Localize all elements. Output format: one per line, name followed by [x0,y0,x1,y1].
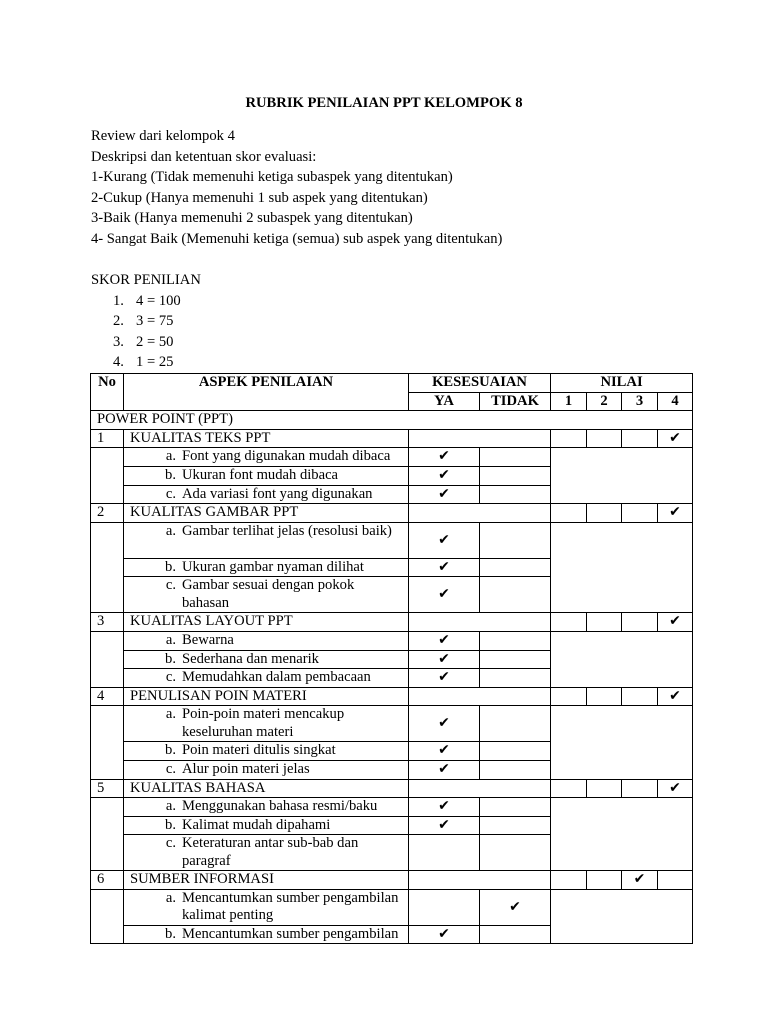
sub-letter: a. [165,631,176,648]
sub-aspect-content [130,890,402,925]
header-nilai: NILAI [551,374,693,393]
nilai-3-cell [622,504,658,523]
ya-cell [409,835,480,871]
check-icon: ✔ [438,531,450,548]
check-icon: ✔ [438,742,450,759]
aspect-row [91,613,693,632]
tidak-cell [480,835,551,871]
check-icon: ✔ [438,467,450,484]
sub-aspect-row [91,522,693,558]
sub-text: Memudahkan dalam pembacaan [182,669,371,686]
sub-aspect-row [91,448,693,467]
tidak-cell [480,798,551,817]
score-desc-3: 3-Baik (Hanya memenuhi 2 subaspek yang ditentukan) [91,210,413,227]
nilai-1-cell [551,504,587,523]
sub-text: Gambar sesuai dengan pokok bahasan [182,577,355,611]
aspect-name: PENULISAN POIN MATERI [124,687,409,706]
sub-aspect-content [130,486,402,504]
sub-letter: a. [165,889,176,906]
aspect-row [91,871,693,890]
nilai-2-cell [587,504,622,523]
check-icon: ✔ [438,715,450,732]
sub-aspect-content [130,817,402,835]
sub-aspect-content [130,448,402,466]
check-icon: ✔ [438,925,450,942]
sub-text: Ukuran font mudah dibaca [182,466,339,483]
check-icon: ✔ [438,816,450,833]
check-icon: ✔ [669,504,681,521]
check-icon: ✔ [438,558,450,575]
nilai-1-cell [551,429,587,448]
sub-aspect [124,760,409,779]
score-desc-4: 4- Sangat Baik (Memenuhi ketiga (semua) sub aspek yang ditentukan) [91,230,503,247]
sub-aspect [124,835,409,871]
ya-cell [409,466,480,485]
sub-letter: c. [165,835,176,852]
ya-cell [409,650,480,669]
aspect-name: KUALITAS LAYOUT PPT [124,613,409,632]
sub-text: Bewarna [182,631,234,648]
nilai-2-cell [587,687,622,706]
sub-letter: b. [165,742,176,759]
nilai-blank [551,706,693,779]
sub-aspect-content [130,706,402,741]
nilai-3-cell [622,429,658,448]
sub-aspect [124,448,409,467]
sub-text: Gambar terlihat jelas (resolusi baik) [182,522,392,539]
kesesuaian-blank [409,429,551,448]
sub-aspect-content [130,669,402,687]
sub-letter: b. [165,816,176,833]
nilai-1-cell [551,687,587,706]
sub-letter: b. [165,466,176,483]
check-icon: ✔ [438,650,450,667]
check-icon: ✔ [669,429,681,446]
sub-letter: b. [165,558,176,575]
nilai-4-cell [658,687,693,706]
check-icon: ✔ [438,448,450,465]
sub-text: Kalimat mudah dipahami [182,816,331,833]
ya-cell [409,631,480,650]
nilai-4-cell [658,779,693,798]
intro-block [91,127,711,251]
kesesuaian-blank [409,687,551,706]
ya-cell [409,925,480,944]
sub-text: Menggunakan bahasa resmi/baku [182,798,378,815]
tidak-cell [480,522,551,558]
sub-aspect-content [130,577,402,612]
sub-letter: a. [165,706,176,723]
ya-cell [409,760,480,779]
ya-cell [409,742,480,761]
ya-cell [409,577,480,613]
sub-aspect [124,706,409,742]
tidak-cell [480,889,551,925]
nilai-blank [551,448,693,504]
sub-aspect [124,577,409,613]
nilai-blank [551,631,693,687]
sub-letter: a. [165,798,176,815]
sub-aspect [124,742,409,761]
no-blank [91,798,124,871]
aspect-name: KUALITAS GAMBAR PPT [124,504,409,523]
no-blank [91,631,124,687]
nilai-3-cell [622,613,658,632]
sub-aspect [124,798,409,817]
header-tidak: TIDAK [480,392,551,411]
header-kesesuaian: KESESUAIAN [409,374,551,393]
sub-letter: a. [165,448,176,465]
nilai-1-cell [551,871,587,890]
sub-aspect-row [91,889,693,925]
sub-letter: a. [165,522,176,539]
sub-aspect-content [130,926,402,944]
aspect-no: 3 [91,613,124,632]
check-icon: ✔ [509,898,521,915]
sub-text: Font yang digunakan mudah dibaca [182,448,391,465]
sub-aspect [124,669,409,688]
sub-letter: c. [165,577,176,594]
check-icon: ✔ [669,779,681,796]
header-no: No [91,374,124,411]
ya-cell [409,485,480,504]
nilai-2-cell [587,779,622,798]
check-icon: ✔ [669,613,681,630]
sub-aspect [124,485,409,504]
sub-aspect [124,925,409,944]
check-icon: ✔ [438,631,450,648]
ya-cell [409,669,480,688]
sub-aspect-content [130,835,402,870]
nilai-1-cell [551,779,587,798]
tidak-cell [480,650,551,669]
tidak-cell [480,742,551,761]
nilai-3-cell [622,779,658,798]
kesesuaian-blank [409,613,551,632]
aspect-row [91,779,693,798]
sub-aspect [124,522,409,558]
sub-aspect-row [91,631,693,650]
sub-aspect-content [130,632,402,650]
nilai-2-cell [587,429,622,448]
rubric-table [90,373,693,944]
description-heading: Deskripsi dan ketentuan skor evaluasi: [91,148,317,165]
sub-aspect-content [130,523,402,541]
tidak-cell [480,448,551,467]
sub-text: Ada variasi font yang digunakan [182,485,373,502]
header-nilai-3: 3 [622,392,658,411]
score-heading: SKOR PENILIAN [91,272,201,288]
sub-letter: c. [165,485,176,502]
ya-cell [409,889,480,925]
check-icon: ✔ [669,687,681,704]
sub-letter: c. [165,760,176,777]
aspect-name: SUMBER INFORMASI [124,871,409,890]
tidak-cell [480,760,551,779]
sub-aspect-content [130,761,402,779]
no-blank [91,706,124,779]
tidak-cell [480,577,551,613]
tidak-cell [480,558,551,577]
check-icon: ✔ [438,798,450,815]
aspect-row [91,687,693,706]
ya-cell [409,448,480,467]
kesesuaian-blank [409,504,551,523]
sub-letter: b. [165,650,176,667]
section-row: POWER POINT (PPT) [91,411,693,430]
check-icon: ✔ [438,669,450,686]
check-icon: ✔ [438,485,450,502]
nilai-2-cell [587,613,622,632]
tidak-cell [480,925,551,944]
nilai-3-cell [622,687,658,706]
sub-text: Sederhana dan menarik [182,650,319,667]
aspect-no: 5 [91,779,124,798]
check-icon: ✔ [633,871,646,888]
sub-aspect [124,650,409,669]
sub-aspect [124,816,409,835]
tidak-cell [480,669,551,688]
score-item: 3. 2 = 50 [113,333,174,350]
nilai-4-cell [658,871,693,890]
score-item: 2. 3 = 75 [113,313,174,330]
tidak-cell [480,466,551,485]
score-list [91,292,711,374]
ya-cell [409,522,480,558]
kesesuaian-blank [409,871,551,890]
header-nilai-1: 1 [551,392,587,411]
nilai-blank [551,798,693,871]
sub-aspect [124,631,409,650]
tidak-cell [480,706,551,742]
ya-cell [409,558,480,577]
aspect-name: KUALITAS BAHASA [124,779,409,798]
sub-text: Poin materi ditulis singkat [182,742,336,759]
tidak-cell [480,485,551,504]
check-icon: ✔ [438,760,450,777]
aspect-name: KUALITAS TEKS PPT [124,429,409,448]
score-section [91,271,711,374]
no-blank [91,889,124,944]
sub-aspect [124,889,409,925]
nilai-4-cell [658,613,693,632]
sub-aspect-content [130,559,402,577]
nilai-1-cell [551,613,587,632]
check-icon: ✔ [438,586,450,603]
sub-aspect [124,558,409,577]
tidak-cell [480,631,551,650]
aspect-row [91,429,693,448]
aspect-no: 1 [91,429,124,448]
score-item: 1. 4 = 100 [113,292,181,309]
nilai-blank [551,522,693,613]
nilai-blank [551,889,693,944]
header-ya: YA [409,392,480,411]
score-item: 4. 1 = 25 [113,354,174,371]
sub-aspect-content [130,798,402,816]
aspect-no: 6 [91,871,124,890]
no-blank [91,522,124,613]
sub-text: Keteraturan antar sub-bab dan paragraf [182,835,359,869]
kesesuaian-blank [409,779,551,798]
aspect-no: 2 [91,504,124,523]
nilai-2-cell [587,871,622,890]
nilai-4-cell [658,429,693,448]
rubric-body [91,411,693,944]
sub-text: Poin-poin materi mencakup keseluruhan materi [182,706,345,740]
ya-cell [409,706,480,742]
score-desc-1: 1-Kurang (Tidak memenuhi ketiga subaspek yang ditentukan) [91,169,453,186]
sub-letter: c. [165,669,176,686]
ya-cell [409,816,480,835]
tidak-cell [480,816,551,835]
sub-aspect-content [130,467,402,485]
ya-cell [409,798,480,817]
aspect-no: 4 [91,687,124,706]
aspect-row [91,504,693,523]
sub-text: Alur poin materi jelas [182,760,310,777]
header-aspek: ASPEK PENILAIAN [124,374,409,411]
sub-aspect-content [130,651,402,669]
header-nilai-4: 4 [658,392,693,411]
sub-text: Ukuran gambar nyaman dilihat [182,558,364,575]
no-blank [91,448,124,504]
sub-text: Mencantumkan sumber pengambilan [182,925,399,942]
sub-aspect [124,466,409,485]
review-line: Review dari kelompok 4 [91,128,235,144]
sub-text: Mencantumkan sumber pengambilan kalimat penting [182,889,399,924]
header-nilai-2: 2 [587,392,622,411]
page-title: RUBRIK PENILAIAN PPT KELOMPOK 8 [245,95,523,111]
sub-aspect-row [91,706,693,742]
nilai-3-cell [622,871,658,890]
sub-letter: b. [165,925,176,942]
nilai-4-cell [658,504,693,523]
score-desc-2: 2-Cukup (Hanya memenuhi 1 sub aspek yang ditentukan) [91,189,428,206]
sub-aspect-content [130,742,402,760]
sub-aspect-row [91,798,693,817]
